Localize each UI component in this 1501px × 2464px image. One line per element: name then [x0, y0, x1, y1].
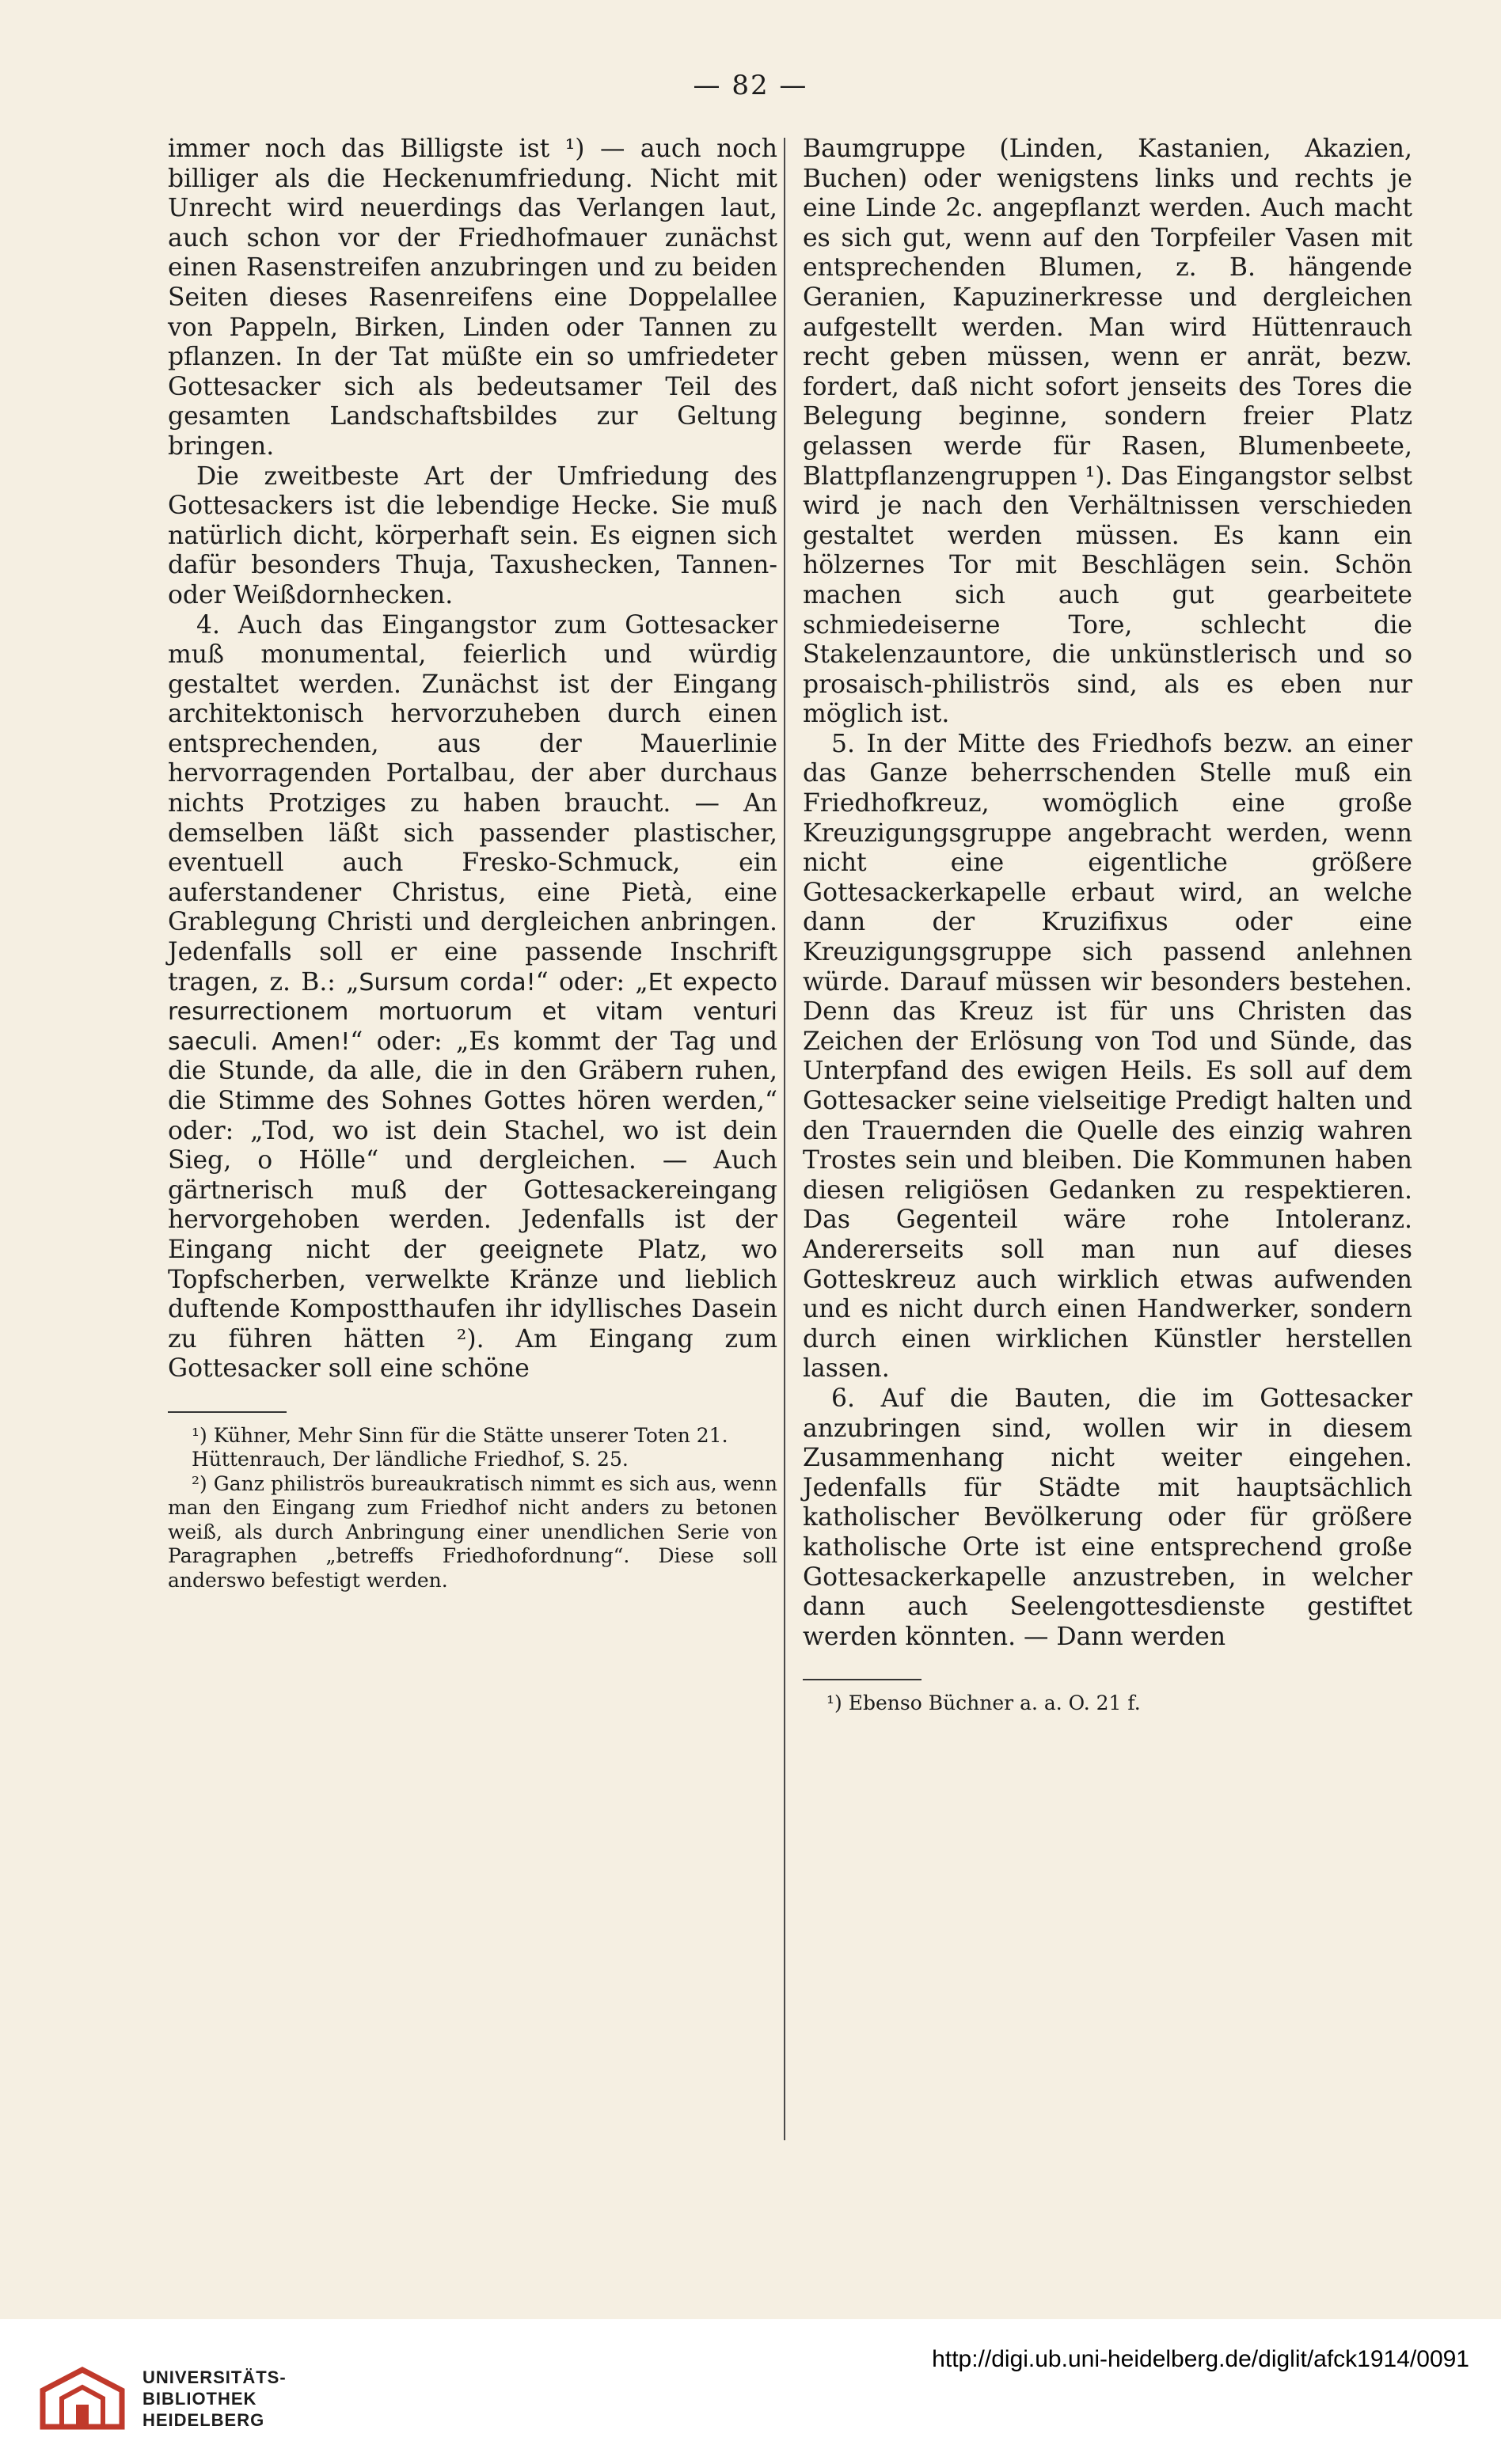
footnote: ¹) Kühner, Mehr Sinn für die Stätte unserer Toten 21.: [192, 1423, 728, 1447]
library-name-line: BIBLIOTHEK: [142, 2389, 257, 2409]
source-url[interactable]: http://digi.ub.uni-heidelberg.de/diglit/afck1914/0091: [932, 2346, 1469, 2372]
library-logo-icon: [35, 2363, 130, 2436]
footnote-rule: [168, 1411, 287, 1413]
paragraph: 6. Auf die Bauten, die im Gottesacker anzubringen sind, wollen wir in diesem Zusammenhang nicht weiter eingehen. Jedenfalls für Städte mit hauptsächlich katholischer Bevölkerung oder für größere katholische Orte ist eine entsprechend große Gottesackerkapelle anzustreben, in welcher dann auch Seelengottesdienste gestiftet werden könnten. — Dann werden: [803, 1384, 1412, 1651]
library-name-line: HEIDELBERG: [142, 2410, 265, 2430]
latin-quote: Sursum corda!: [359, 968, 536, 997]
right-column: [803, 135, 1412, 1716]
footnote: ²) Ganz philiströs bureaukratisch nimmt es sich aus, wenn man den Eingang zum Friedhof nicht anders zu betonen weiß, als durch Anbringung einer unendlichen Serie von Paragraphen „betreffs Friedhofordnung“. Diese soll anderswo befestigt werden.: [168, 1471, 777, 1592]
column-divider: [784, 138, 785, 2140]
paragraph: 5. In der Mitte des Friedhofs bezw. an einer das Ganze beherrschenden Stelle muß ein Friedhofkreuz, womöglich eine große Kreuzigungsgruppe angebracht werden, wenn nicht eine eigentliche größere Gottesackerkapelle erbaut wird, an welche dann der Kruzifixus oder eine Kreuzigungsgruppe sich passend anlehnen würde. Darauf müssen wir besonders bestehen. Denn das Kreuz ist für uns Christen das Zeichen der Erlösung von Tod und Sünde, das Unterpfand des ewigen Heils. Es soll auf dem Gottesacker seine vielseitige Predigt halten und den Trauernden die Quelle des einzig wahren Trostes sein und bleiben. Die Kommunen haben diesen religiösen Gedanken zu respektieren. Das Gegenteil wäre rohe Intoleranz. Andererseits soll man nun auf dieses Gotteskreuz auch wirklich etwas aufwenden und es nicht durch einen Handwerker, sondern durch einen wirklichen Künstler herstellen lassen.: [803, 729, 1412, 1384]
paragraph-text: “ oder: „Es kommt der Tag und die Stunde, da alle, die in den Gräbern ruhen, die Stimme des Sohnes Gottes hören werden,“ oder: „Tod, wo ist dein Stachel, wo ist dein Sieg, o Hölle“ und dergleichen. — Auch gärtnerisch muß der Gottesackereingang hervorgehoben werden. Jedenfalls ist der Eingang nicht der geeignete Platz, wo Topfscherben, verwelkte Kränze und lieblich duftende Kompostthaufen ihr idyllisches Dasein zu führen hätten ²). Am Eingang zum Gottesacker soll eine schöne: [168, 1027, 777, 1384]
paragraph: immer noch das Billigste ist ¹) — auch noch billiger als die Heckenumfriedung. Nicht mit Unrecht wird neuerdings das Verlangen laut, auch schon vor der Friedhofmauer zunächst einen Rasenstreifen anzubringen und zu beiden Seiten dieses Rasenreifens eine Doppelallee von Pappeln, Birken, Linden oder Tannen zu pflanzen. In der Tat müßte ein so umfriedeter Gottesacker sich als bedeutsamer Teil des gesamten Landschaftsbildes zur Geltung bringen.: [168, 135, 777, 461]
footnote-rule: [803, 1679, 922, 1680]
latin-quote: Et expecto resurrectionem mortuorum et vitam venturi saeculi. Amen!: [168, 968, 777, 1056]
paragraph: [168, 611, 777, 1384]
footnotes: [168, 1424, 777, 1593]
paragraph: Baumgruppe (Linden, Kastanien, Akazien, Buchen) oder wenigstens links und rechts je eine Linde 2c. angepflanzt werden. Auch macht es sich gut, wenn auf den Torpfeiler Vasen mit entsprechenden Blumen, z. B. hängende Geranien, Kapuzinerkresse und dergleichen aufgestellt werden. Man wird Hüttenrauch recht geben müssen, wenn er anrät, bezw. fordert, daß nicht sofort jenseits des Tores die Belegung beginne, sondern freier Platz gelassen werde für Rasen, Blumenbeete, Blattpflanzengruppen ¹). Das Eingangstor selbst wird je nach den Verhältnissen verschieden gestaltet werden müssen. Es kann ein hölzernes Tor mit Beschlägen sein. Schön machen sich auch gut gearbeitete schmiedeiserne Tore, schlecht die Stakelenzauntore, die unkünstlerisch und so prosaisch-philiströs sind, als es eben nur möglich ist.: [803, 135, 1412, 729]
footnotes: [803, 1691, 1412, 1716]
left-column: [168, 135, 777, 1593]
library-name: [142, 2367, 287, 2431]
footer: [0, 2319, 1501, 2464]
paragraph: Die zweitbeste Art der Umfriedung des Gottesackers ist die lebendige Hecke. Sie muß natürlich dicht, körperhaft sein. Es eignen sich dafür besonders Thuja, Taxushecken, Tannen- oder Weißdornhecken.: [168, 461, 777, 609]
paragraph-text: “ oder: „: [535, 967, 648, 997]
page-number: — 82 —: [693, 70, 808, 101]
footnote: Hüttenrauch, Der ländliche Friedhof, S. 25.: [192, 1448, 629, 1471]
footnote: ¹) Ebenso Büchner a. a. O. 21 f.: [826, 1691, 1141, 1715]
paragraph-text: 4. Auch das Eingangstor zum Gottesacker muß monumental, feierlich und würdig gestaltet werden. Zunächst ist der Eingang architektonisch hervorzuheben durch einen entsprechenden, aus der Mauerlinie hervorragenden Portalbau, der aber durchaus nichts Protziges zu haben braucht. — An demselben läßt sich passender plastischer, eventuell auch Fresko-Schmuck, ein auferstandener Christus, eine Pietà, eine Grablegung Christi und dergleichen anbringen. Jedenfalls soll er eine passende Inschrift tragen, z. B.: „: [168, 610, 777, 997]
library-name-line: UNIVERSITÄTS-: [142, 2367, 287, 2387]
